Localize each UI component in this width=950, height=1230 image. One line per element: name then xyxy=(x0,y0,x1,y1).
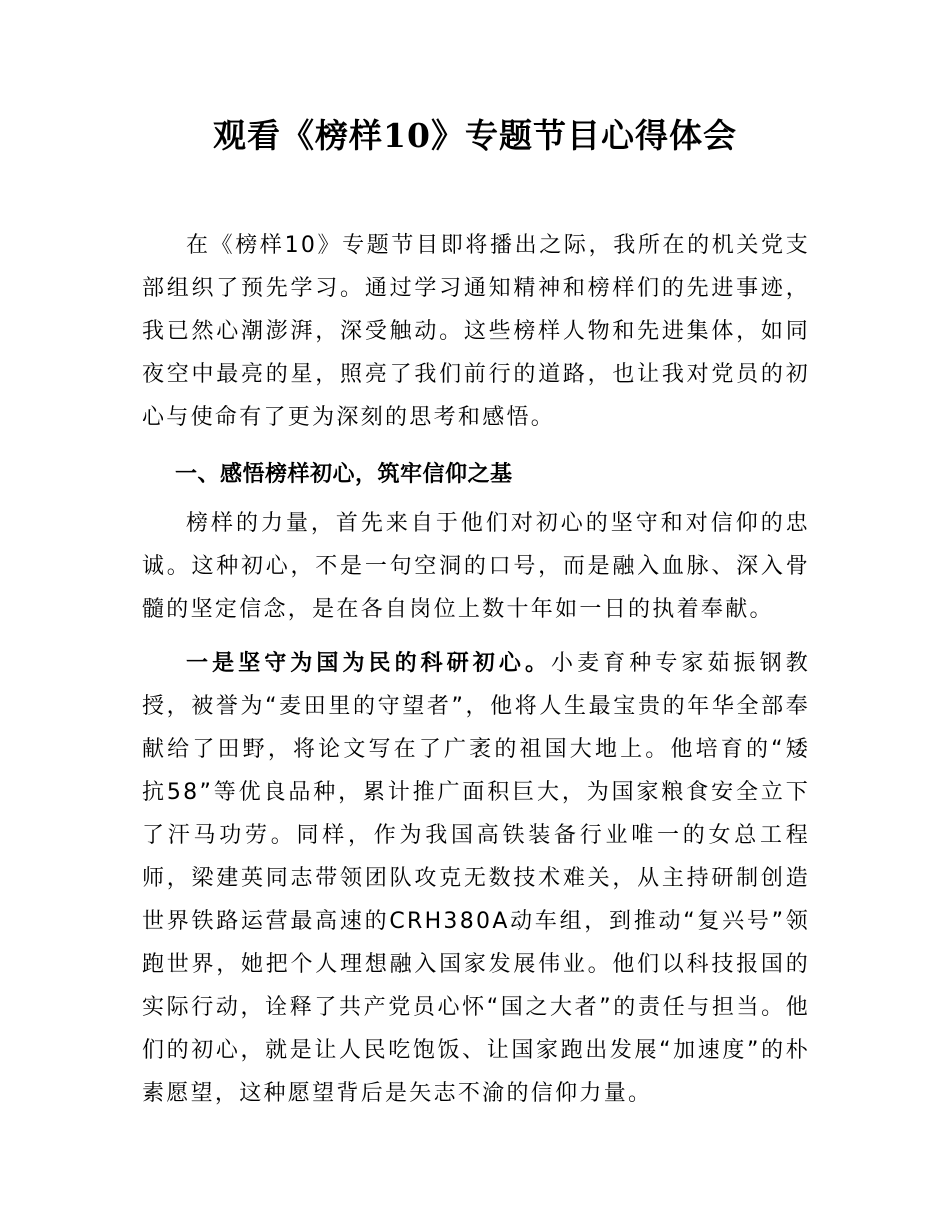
intro-paragraph: 在《榜样10》专题节目即将播出之际，我所在的机关党支部组织了预先学习。通过学习通知精神和榜样们的先进事迹，我已然心潮澎湃，深受触动。这些榜样人物和先进集体，如同夜空中最亮的星，照亮了我们前行的道路，也让我对党员的初心与使命有了更为深刻的思考和感悟。 xyxy=(142,233,810,430)
section-heading: 一、感悟榜样初心，筑牢信仰之基 xyxy=(175,462,513,487)
body-paragraph-with-lead xyxy=(142,642,810,1115)
paragraph-body-text: 小麦育种专家茹振钢教授，被誉为“麦田里的守望者”，他将人生最宝贵的年华全部奉献给了田野，将论文写在了广袤的祖国大地上。他培育的“矮抗58”等优良品种，累计推广面积巨大，为国家粮食安全立下了汗马功劳。同样，作为我国高铁装备行业唯一的女总工程师，梁建英同志带领团队攻克无数技术难关，从主持研制创造世界铁路运营最高速的CRH380A动车组，到推动“复兴号”领跑世界，她把个人理想融入国家发展伟业。他们以科技报国的实际行动，诠释了共产党员心怀“国之大者”的责任与担当。他们的初心，就是让人民吃饱饭、让国家跑出发展“加速度”的朴素愿望，这种愿望背后是矢志不渝的信仰力量。 xyxy=(142,651,810,1106)
paragraph-lead-text: 一是坚守为国为民的科研初心。 xyxy=(186,651,552,676)
body-paragraph: 榜样的力量，首先来自于他们对初心的坚守和对信仰的忠诚。这种初心，不是一句空洞的口号，而是融入血脉、深入骨髓的坚定信念，是在各自岗位上数十年如一日的执着奉献。 xyxy=(142,511,810,622)
document-title: 观看《榜样10》专题节目心得体会 xyxy=(213,116,737,155)
